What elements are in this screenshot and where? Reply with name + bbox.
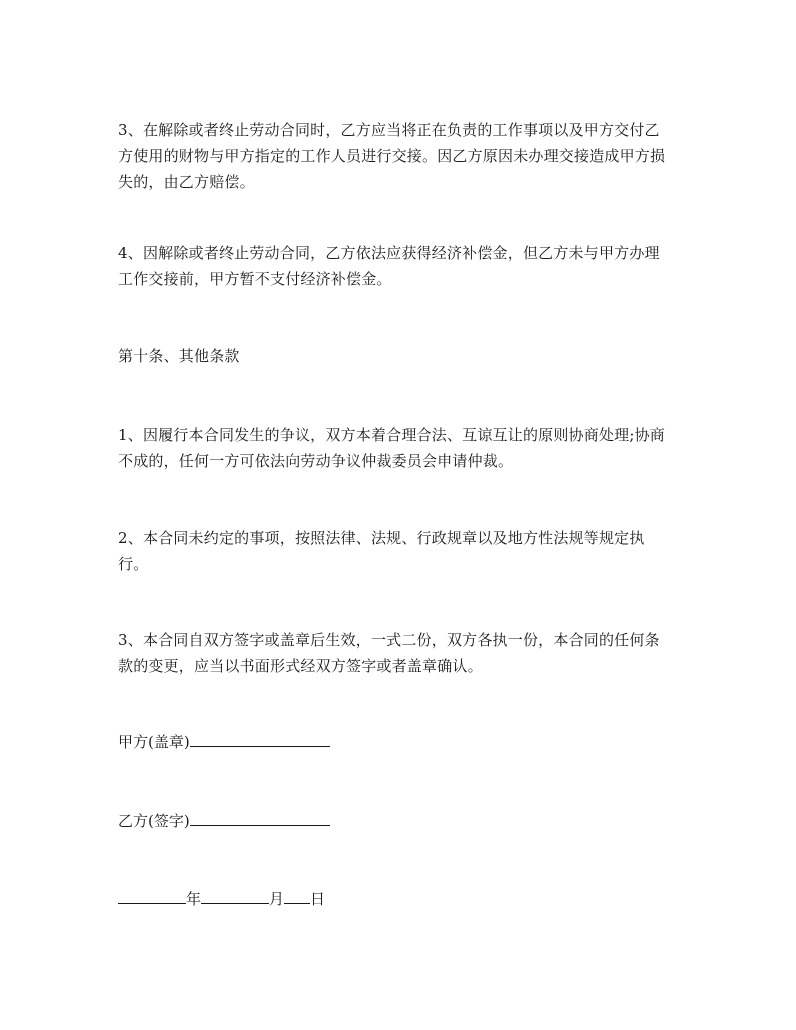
article-10-item-1-line-1: 1、因履行本合同发生的争议，双方本着合理合法、互谅互让的原则协商处理;协商	[118, 426, 666, 444]
clause-3-line-2: 方使用的财物与甲方指定的工作人员进行交接。因乙方原因未办理交接造成甲方损	[118, 147, 666, 165]
day-blank[interactable]	[284, 886, 310, 904]
article-10-item-2-paragraph	[118, 525, 678, 577]
month-label: 月	[269, 890, 285, 908]
party-a-label: 甲方(盖章)	[118, 733, 190, 751]
article-10-heading-text: 第十条、其他条款	[118, 347, 240, 365]
article-10-heading	[118, 343, 678, 369]
article-10-item-3-line-2: 款的变更，应当以书面形式经双方签字或者盖章确认。	[118, 657, 483, 675]
article-10-item-2-line-2: 行。	[118, 555, 149, 573]
date-line	[118, 886, 325, 912]
party-a-blank[interactable]	[190, 729, 330, 747]
article-10-item-2-line-1: 2、本合同未约定的事项，按照法律、法规、行政规章以及地方性法规等规定执	[118, 529, 645, 547]
party-b-label: 乙方(签字)	[118, 812, 190, 830]
year-blank[interactable]	[118, 886, 186, 904]
article-10-item-3-paragraph	[118, 627, 678, 679]
month-blank[interactable]	[201, 886, 269, 904]
article-10-item-3-line-1: 3、本合同自双方签字或盖章后生效，一式二份，双方各执一份，本合同的任何条	[118, 631, 660, 649]
article-10-item-1-paragraph	[118, 422, 678, 474]
clause-4-line-2: 工作交接前，甲方暂不支付经济补偿金。	[118, 270, 392, 288]
party-b-signature-line	[118, 808, 330, 834]
clause-3-line-3: 失的，由乙方赔偿。	[118, 173, 255, 191]
clause-4-line-1: 4、因解除或者终止劳动合同，乙方依法应获得经济补偿金，但乙方未与甲方办理	[118, 244, 660, 262]
article-10-item-1-line-2: 不成的，任何一方可依法向劳动争议仲裁委员会申请仲裁。	[118, 452, 514, 470]
clause-3-paragraph	[118, 117, 678, 195]
year-label: 年	[186, 890, 202, 908]
party-a-signature-line	[118, 729, 330, 755]
clause-3-line-1: 3、在解除或者终止劳动合同时，乙方应当将正在负责的工作事项以及甲方交付乙	[118, 121, 660, 139]
clause-4-paragraph	[118, 240, 678, 292]
party-b-blank[interactable]	[190, 808, 330, 826]
day-label: 日	[310, 890, 326, 908]
